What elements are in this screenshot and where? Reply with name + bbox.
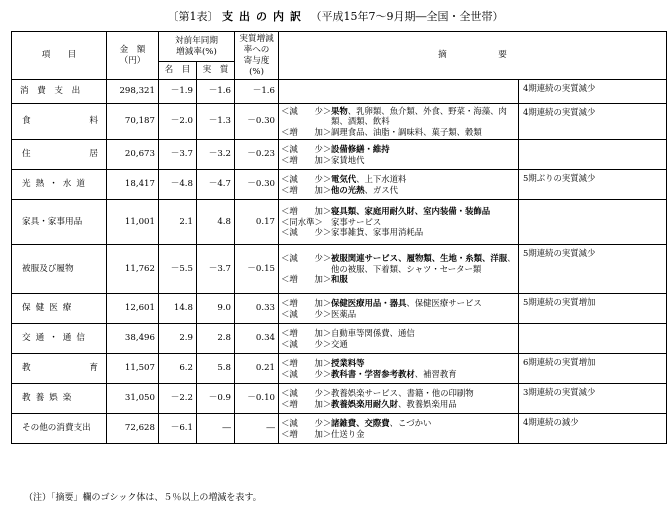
row-contribution: －0.15	[235, 245, 279, 294]
summary-bold-text: 寝具類、家庭用耐久財、室内装備・装飾品	[331, 206, 491, 217]
row-summary	[279, 80, 519, 104]
row-summary	[279, 245, 519, 294]
row-note: 4期連続の実質減少	[519, 80, 667, 104]
row-real: 4.8	[197, 200, 235, 245]
summary-bold-text: 諸雑費、交際費	[331, 418, 390, 428]
header-nominal: 名 目	[159, 62, 197, 80]
row-label	[12, 384, 107, 414]
summary-line	[281, 274, 516, 285]
summary-plain-text: 家事サービス	[331, 216, 382, 227]
table-row	[12, 104, 667, 140]
summary-tag: ＜減 少＞	[281, 418, 332, 428]
row-label-part: 育	[89, 363, 98, 373]
row-amount: 11,507	[107, 354, 159, 384]
row-nominal: －1.9	[159, 80, 197, 104]
summary-plain-text: 、保健医療サービス	[406, 298, 482, 308]
summary-tag: ＜減 少＞	[281, 368, 332, 379]
table-row	[12, 354, 667, 384]
summary-text	[331, 106, 516, 127]
table-row	[12, 245, 667, 294]
summary-tag: ＜増 加＞	[281, 358, 332, 368]
summary-bold-text: 設備修繕・維持	[331, 144, 390, 154]
table-number: 〔第1表〕	[167, 10, 219, 23]
row-label-part: 被服及び履物	[22, 263, 74, 274]
summary-text	[331, 388, 516, 399]
summary-text	[331, 206, 516, 217]
summary-plain-text: 交通	[331, 338, 348, 349]
header-amount-label: 金 額	[119, 44, 146, 55]
row-label-part: 住	[22, 149, 31, 159]
row-nominal: －3.7	[159, 140, 197, 170]
summary-tag: ＜増 加＞	[281, 398, 332, 409]
row-label-part: 光熱・水道	[22, 179, 90, 189]
table-row	[12, 140, 667, 170]
table-title	[0, 8, 671, 24]
summary-plain-text: 仕送り金	[331, 428, 365, 439]
row-label	[12, 170, 107, 200]
summary-line	[281, 227, 516, 238]
row-contribution: 0.21	[235, 354, 279, 384]
summary-text	[331, 418, 516, 429]
row-real: －3.7	[197, 245, 235, 294]
row-note: 3期連続の実質減少	[519, 384, 667, 414]
row-nominal: －2.0	[159, 104, 197, 140]
header-yoy-line2: 増減率(%)	[176, 46, 217, 57]
footnote: （注）「摘要」欄のゴシック体は、５％以上の増減を表す。	[24, 493, 262, 503]
summary-plain-text: 、こづかい	[389, 418, 432, 428]
row-note	[519, 324, 667, 354]
row-contribution: －0.30	[235, 170, 279, 200]
table-row	[12, 294, 667, 324]
summary-text	[331, 328, 516, 339]
summary-bold-text: 授業料等	[331, 358, 365, 368]
row-real: 5.8	[197, 354, 235, 384]
row-contribution: －0.10	[235, 384, 279, 414]
table-row-total	[12, 80, 667, 104]
row-amount: 38,496	[107, 324, 159, 354]
summary-plain-text: 調理食品、油脂・調味料、菓子類、穀類	[331, 126, 482, 137]
row-summary	[279, 294, 519, 324]
row-nominal: －5.5	[159, 245, 197, 294]
row-label	[12, 245, 107, 294]
header-amount	[107, 32, 159, 80]
summary-line	[281, 185, 516, 196]
summary-line	[281, 369, 516, 380]
header-contribution-line3: 寄与度	[243, 55, 270, 66]
row-real: －3.2	[197, 140, 235, 170]
row-amount: 11,762	[107, 245, 159, 294]
row-label	[12, 200, 107, 245]
row-summary	[279, 324, 519, 354]
row-label-part: 教養娯楽	[22, 393, 77, 403]
summary-tag: ＜減 少＞	[281, 253, 332, 264]
table-subtitle: （平成15年7～9月期―全国・全世帯）	[310, 10, 504, 23]
row-summary	[279, 104, 519, 140]
row-nominal: －2.2	[159, 384, 197, 414]
row-amount: 72,628	[107, 414, 159, 444]
table-main-title: 支出の内訳	[222, 10, 307, 23]
summary-text	[331, 429, 516, 440]
table-row	[12, 414, 667, 444]
row-note: 6期連続の実質増加	[519, 354, 667, 384]
summary-tag: ＜減 少＞	[281, 338, 332, 349]
summary-line	[281, 174, 516, 185]
summary-line	[281, 253, 516, 274]
header-contribution	[235, 32, 279, 80]
row-summary	[279, 170, 519, 200]
row-summary	[279, 140, 519, 170]
row-note	[519, 140, 667, 170]
table-row	[12, 324, 667, 354]
summary-tag: ＜増 加＞	[281, 206, 332, 217]
summary-line	[281, 429, 516, 440]
summary-bold-text: 和服	[331, 274, 348, 285]
summary-plain-text: 医薬品	[331, 308, 357, 319]
row-summary	[279, 200, 519, 245]
row-summary	[279, 414, 519, 444]
row-label	[12, 414, 107, 444]
header-summary: 摘 要	[279, 32, 667, 80]
row-contribution: 0.17	[235, 200, 279, 245]
row-real: 9.0	[197, 294, 235, 324]
row-amount: 298,321	[107, 80, 159, 104]
summary-text	[331, 358, 516, 369]
row-real: 2.8	[197, 324, 235, 354]
row-summary	[279, 384, 519, 414]
summary-line	[281, 399, 516, 410]
summary-line	[281, 418, 516, 429]
summary-tag: ＜減 少＞	[281, 174, 332, 184]
header-yoy	[159, 32, 235, 62]
row-label: 消 費 支 出	[12, 80, 107, 104]
summary-bold-text: 他の光熱	[331, 184, 365, 195]
row-nominal: 6.2	[159, 354, 197, 384]
summary-text	[331, 309, 516, 320]
header-contribution-line4: (%)	[249, 66, 264, 77]
summary-tag: ＜増 加＞	[281, 328, 332, 338]
row-label-part: 居	[89, 149, 98, 159]
row-amount: 11,001	[107, 200, 159, 245]
summary-bold-text: 教養娯楽用耐久財	[331, 398, 399, 409]
summary-plain-text: 自動車等関係費、通信	[331, 328, 415, 338]
row-amount: 20,673	[107, 140, 159, 170]
row-note: 4期連続の実質減少	[519, 104, 667, 140]
row-amount: 12,601	[107, 294, 159, 324]
summary-plain-text: 、教養娯楽用品	[398, 398, 457, 409]
summary-tag: ＜減 少＞	[281, 105, 332, 116]
summary-text	[331, 174, 516, 185]
header-real: 実 質	[197, 62, 235, 80]
row-label-part: 食	[22, 116, 31, 126]
row-label	[12, 294, 107, 324]
summary-bold-text: 電気代	[331, 174, 357, 184]
row-label-part: 教	[22, 363, 31, 373]
summary-tag: ＜減 少＞	[281, 388, 332, 398]
summary-tag: ＜増 加＞	[281, 298, 332, 308]
row-label-part: その他の消費支出	[22, 423, 91, 433]
row-contribution: 0.34	[235, 324, 279, 354]
row-label	[12, 140, 107, 170]
summary-tag: ＜減 少＞	[281, 144, 332, 154]
row-contribution: 0.33	[235, 294, 279, 324]
summary-text	[331, 369, 516, 380]
summary-plain-text: 、乳卵類、魚介類、外食、野菜・海藻、肉類、酒類、飲料	[331, 105, 507, 127]
table-row	[12, 170, 667, 200]
row-label	[12, 324, 107, 354]
summary-tag: ＜減 少＞	[281, 308, 332, 319]
row-real: －1.6	[197, 80, 235, 104]
row-amount: 70,187	[107, 104, 159, 140]
summary-line	[281, 339, 516, 350]
summary-plain-text: 家賃地代	[331, 154, 365, 165]
summary-tag: ＜増 加＞	[281, 126, 332, 137]
row-contribution: －0.23	[235, 140, 279, 170]
summary-text	[331, 144, 516, 155]
summary-text	[331, 274, 516, 285]
header-yoy-line1: 対前年同期	[175, 35, 218, 46]
summary-tag: ＜増 加＞	[281, 184, 332, 195]
summary-tag: ＜増 加＞	[281, 428, 332, 439]
summary-line	[281, 155, 516, 166]
row-label-part: 交通・通信	[22, 333, 90, 343]
summary-plain-text: 、上下水道料	[356, 174, 407, 184]
summary-plain-text: 、ガス代	[364, 184, 399, 195]
row-label-part: 料	[89, 116, 98, 126]
summary-plain-text: 、補習教育	[414, 368, 457, 379]
summary-plain-text: 、他の被服、下着類、シャツ・セーター類	[331, 253, 516, 274]
row-note: 5期連続の実質増加	[519, 294, 667, 324]
summary-text	[331, 155, 516, 166]
summary-text	[331, 185, 516, 196]
summary-text	[331, 298, 516, 309]
header-amount-unit: （円）	[119, 55, 146, 66]
header-contribution-line2: 率への	[243, 44, 270, 55]
header-contribution-line1: 実質増減	[239, 33, 274, 44]
summary-text	[331, 399, 516, 410]
table-row	[12, 384, 667, 414]
row-contribution: －0.30	[235, 104, 279, 140]
summary-line	[281, 298, 516, 309]
summary-bold-text: 果物	[331, 105, 348, 116]
row-label	[12, 354, 107, 384]
summary-line	[281, 358, 516, 369]
row-real: －1.3	[197, 104, 235, 140]
summary-bold-text: 教科書・学習参考教材	[331, 368, 415, 379]
row-summary	[279, 354, 519, 384]
row-amount: 31,050	[107, 384, 159, 414]
summary-line	[281, 106, 516, 127]
row-contribution: ―	[235, 414, 279, 444]
row-note: 5期ぶりの実質減少	[519, 170, 667, 200]
summary-text	[331, 339, 516, 350]
summary-tag: ＜増 加＞	[281, 274, 332, 285]
row-nominal: －4.8	[159, 170, 197, 200]
summary-text	[331, 253, 516, 274]
summary-plain-text: 教養娯楽サービス、書籍・他の印刷物	[331, 388, 474, 398]
summary-tag: ＜同水準＞	[281, 216, 323, 227]
row-real: －0.9	[197, 384, 235, 414]
summary-line	[281, 144, 516, 155]
summary-bold-text: 被服関連サービス、履物類、生地・糸類、洋服	[331, 253, 508, 264]
table-row	[12, 200, 667, 245]
row-label	[12, 104, 107, 140]
row-label-part: 保健医療	[22, 303, 77, 313]
row-nominal: 14.8	[159, 294, 197, 324]
summary-line	[281, 127, 516, 138]
summary-bold-text: 保健医療用品・器具	[331, 298, 407, 308]
row-nominal: －6.1	[159, 414, 197, 444]
row-real: －4.7	[197, 170, 235, 200]
summary-text	[331, 227, 516, 238]
row-contribution: －1.6	[235, 80, 279, 104]
expenditure-table	[11, 31, 667, 444]
header-item: 項 目	[12, 32, 107, 80]
summary-line	[281, 206, 516, 217]
row-real: ―	[197, 414, 235, 444]
summary-plain-text: 家事雑貨、家事用消耗品	[331, 227, 424, 238]
summary-line	[281, 217, 516, 228]
summary-line	[281, 388, 516, 399]
row-note: 4期連続の減少	[519, 414, 667, 444]
row-note: 5期連続の実質減少	[519, 245, 667, 294]
summary-tag: ＜減 少＞	[281, 227, 332, 238]
summary-tag: ＜増 加＞	[281, 154, 332, 165]
row-nominal: 2.1	[159, 200, 197, 245]
summary-text	[331, 127, 516, 138]
summary-line	[281, 328, 516, 339]
summary-line	[281, 309, 516, 320]
row-amount: 18,417	[107, 170, 159, 200]
summary-text	[331, 217, 516, 228]
row-note	[519, 200, 667, 245]
row-label-part: 家具・家事用品	[22, 216, 83, 227]
row-nominal: 2.9	[159, 324, 197, 354]
